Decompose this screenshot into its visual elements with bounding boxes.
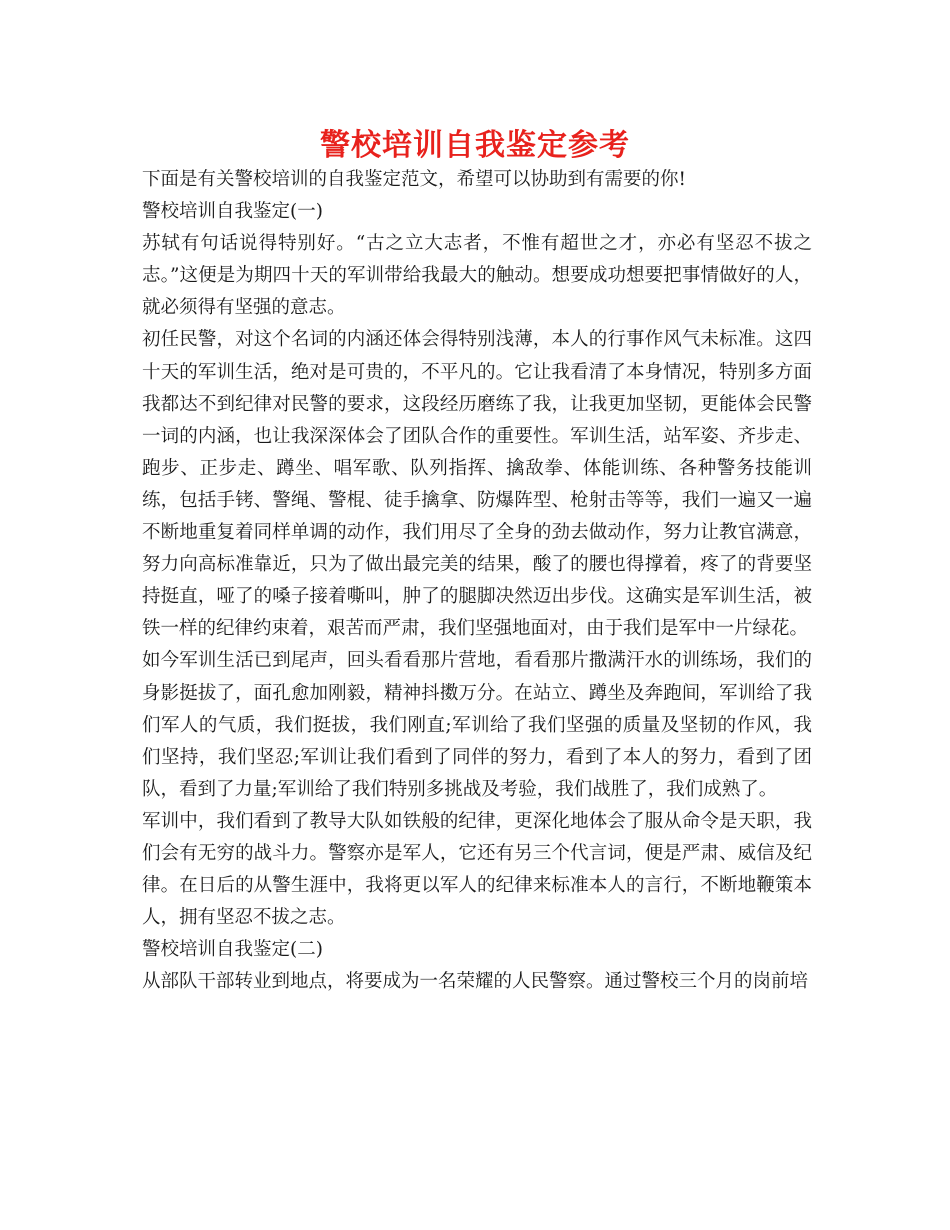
document-body	[142, 164, 812, 998]
section-heading-2: 警校培训自我鉴定(二)	[142, 939, 323, 961]
body-paragraph: 如今军训生活已到尾声，回头看看那片营地，看看那片撒满汗水的训练场，我们的身影挺拔了，面孔愈加刚毅，精神抖擞万分。在站立、蹲坐及奔跑间，军训给了我们军人的气质，我们挺拔，我们刚直;军训给了我们坚强的质量及坚韧的作风，我们坚持，我们坚忍;军训让我们看到了同伴的努力，看到了本人的努力，看到了团队，看到了力量;军训给了我们特别多挑战及考验，我们战胜了，我们成熟了。	[142, 650, 812, 800]
intro-paragraph: 下面是有关警校培训的自我鉴定范文，希望可以协助到有需要的你!	[142, 169, 686, 190]
body-paragraph: 从部队干部转业到地点，将要成为一名荣耀的人民警察。通过警校三个月的岗前培	[142, 971, 809, 993]
section-heading-1: 警校培训自我鉴定(一)	[142, 201, 323, 223]
body-paragraph: 初任民警，对这个名词的内涵还体会得特别浅薄，本人的行事作风气未标准。这四十天的军训生活，绝对是可贵的，不平凡的。它让我看清了本身情况，特别多方面我都达不到纪律对民警的要求，这段经历磨练了我，让我更加坚韧，更能体会民警一词的内涵，也让我深深体会了团队合作的重要性。军训生活，站军姿、齐步走、跑步、正步走、蹲坐、唱军歌、队列指挥、擒敌拳、体能训练、各种警务技能训练，包括手铐、警绳、警棍、徒手擒拿、防爆阵型、枪射击等等，我们一遍又一遍不断地重复着同样单调的动作，我们用尽了全身的劲去做动作，努力让教官满意，努力向高标准靠近，只为了做出最完美的结果，酸了的腰也得撑着，疼了的背要坚持挺直，哑了的嗓子接着嘶叫，肿了的腿脚决然迈出步伐。这确实是军训生活，被铁一样的纪律约束着，艰苦而严肃，我们坚强地面对，由于我们是军中一片绿花。	[142, 329, 812, 640]
body-paragraph: 军训中，我们看到了教导大队如铁般的纪律，更深化地体会了服从命令是天职，我们会有无穷的战斗力。警察亦是军人，它还有另三个代言词，便是严肃、威信及纪律。在日后的从警生涯中，我将更以军人的纪律来标准本人的言行，不断地鞭策本人，拥有坚忍不拔之志。	[142, 810, 812, 929]
document-title: 警校培训自我鉴定参考	[320, 128, 630, 163]
body-paragraph: 苏轼有句话说得特别好。“古之立大志者，不惟有超世之才，亦必有坚忍不拔之志。”这便是为期四十天的军训带给我最大的触动。想要成功想要把事情做好的人，就必须得有坚强的意志。	[142, 233, 812, 319]
